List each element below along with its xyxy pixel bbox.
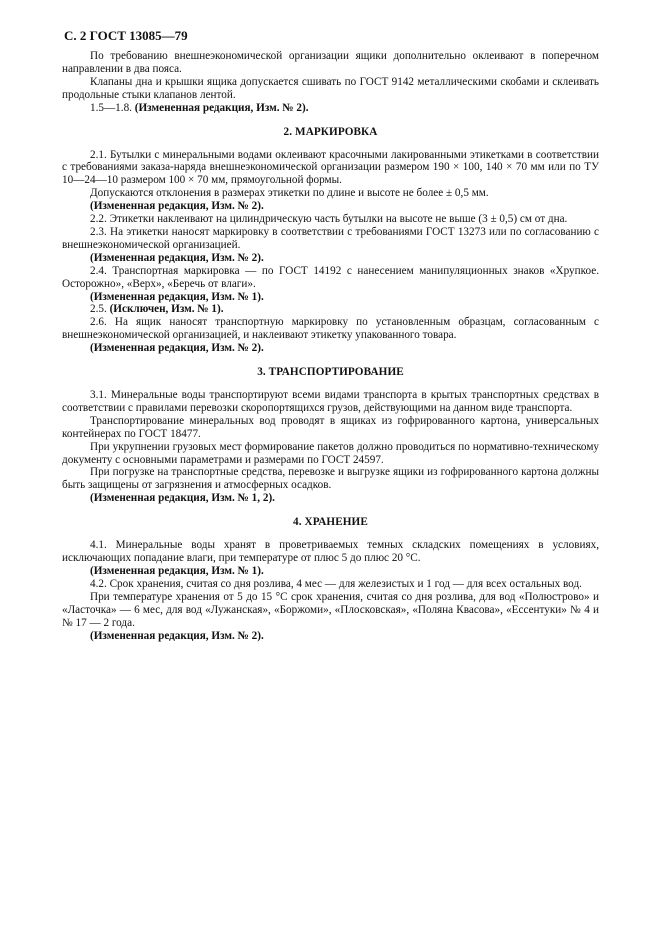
- amendment-note: (Измененная редакция, Изм. № 2).: [90, 251, 264, 264]
- section-title: 2. МАРКИРОВКА: [283, 125, 378, 138]
- paragraph: При погрузке на транспортные средства, перевозке и выгрузке ящики из гофрированного картона должны быть защищены от загрязнения и атмосферных осадков.: [62, 466, 599, 492]
- paragraph: Клапаны дна и крышки ящика допускается сшивать по ГОСТ 9142 металлическими скобами и склеивать продольные стыки клапанов лентой.: [62, 75, 599, 101]
- amendment-note: (Измененная редакция, Изм. № 1, 2).: [90, 492, 275, 505]
- paragraph: По требованию внешнеэкономической организации ящики дополнительно оклеивают в поперечном направлении в два пояса.: [62, 50, 599, 75]
- paragraph: 2.6. На ящик наносят транспортную маркировку по установленным образцам, согласованным с внешнеэкономической организацией, и наклеивают этикетку упакованного товара.: [62, 316, 599, 342]
- paragraph: 2.2. Этикетки наклеивают на цилиндрическую часть бутылки на высоте не выше (3 ± 0,5) см от дна.: [90, 213, 568, 226]
- section-title: 4. ХРАНЕНИЕ: [293, 516, 368, 529]
- clause-number: 1.5—1.8.: [90, 101, 132, 114]
- paragraph: При укрупнении грузовых мест формирование пакетов должно проводиться по нормативно-техническому документу с основными параметрами и размерами по ГОСТ 24597.: [62, 440, 599, 466]
- paragraph: 2.1. Бутылки с минеральными водами оклеивают красочными лакированными этикетками в соответствии с требованиями заказа-наряда внешнеэкономической организации размером 190 × 100, 140 × 70 мм или по ТУ 10—24—10 размером 100 × 70 мм, прямоугольной формы.: [62, 148, 599, 187]
- paragraph: 2.3. На этикетки наносят маркировку в соответствии с требованиями ГОСТ 13273 или по согласованию с внешнеэкономической организацией.: [62, 225, 599, 251]
- page-header: С. 2 ГОСТ 13085—79: [64, 28, 188, 43]
- paragraph: 2.4. Транспортная маркировка — по ГОСТ 14192 с нанесением манипуляционных знаков «Хрупкое. Осторожно», «Верх», «Беречь от влаги».: [62, 264, 599, 290]
- paragraph: [62, 102, 599, 115]
- amendment-note: (Измененная редакция, Изм. № 2).: [134, 101, 309, 114]
- paragraph: [62, 303, 599, 316]
- amendment-note: (Измененная редакция, Изм. № 1).: [90, 290, 264, 303]
- paragraph: Допускаются отклонения в размерах этикетки по длине и высоте не более ± 0,5 мм.: [90, 187, 489, 200]
- section-title: 3. ТРАНСПОРТИРОВАНИЕ: [257, 366, 404, 379]
- paragraph: При температуре хранения от 5 до 15 °С срок хранения, считая со дня розлива, для вод «Полюстрово» и «Ласточка» — 6 мес, для вод «Лужанская», «Боржоми», «Плосковская», «Поляна Квасова», «Ессентуки» № 4 и № 17 — 2 года.: [62, 590, 599, 629]
- amendment-note: (Измененная редакция, Изм. № 2).: [90, 629, 264, 642]
- amendment-note: (Измененная редакция, Изм. № 2).: [90, 342, 264, 355]
- paragraph: 4.1. Минеральные воды хранят в проветриваемых темных складских помещениях в условиях, исключающих попадание влаги, при температуре от плюс 5 до плюс 20 °С.: [62, 539, 599, 565]
- clause-number: 2.5.: [90, 303, 107, 316]
- paragraph: 3.1. Минеральные воды транспортируют всеми видами транспорта в крытых транспортных средствах в соответствии с правилами перевозки скоропортящихся грузов, действующими на данном виде транспорта.: [62, 389, 599, 414]
- amendment-note: (Измененная редакция, Изм. № 2).: [90, 200, 264, 213]
- amendment-note: (Измененная редакция, Изм. № 1).: [90, 565, 264, 577]
- amendment-note: (Исключен, Изм. № 1).: [109, 303, 224, 316]
- paragraph: 4.2. Срок хранения, считая со дня розлива, 4 мес — для железистых и 1 год — для всех остальных вод.: [90, 577, 582, 590]
- paragraph: Транспортирование минеральных вод проводят в ящиках из гофрированного картона, универсальных контейнерах по ГОСТ 18477.: [62, 414, 599, 440]
